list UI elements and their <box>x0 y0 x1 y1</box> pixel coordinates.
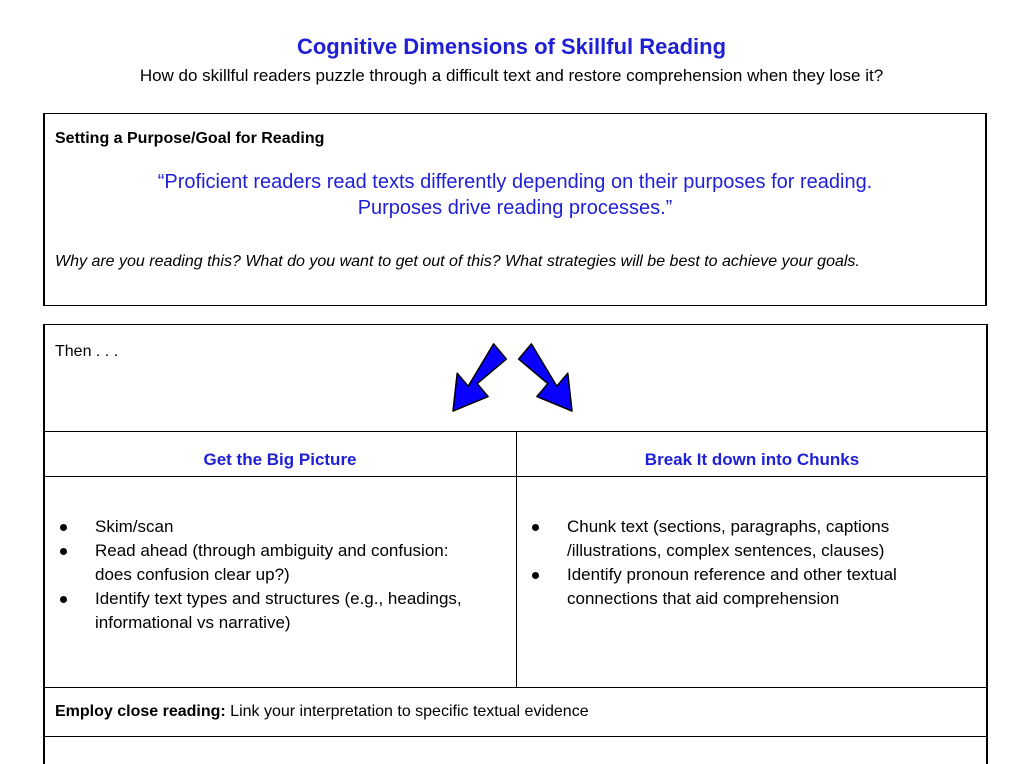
close-reading-text: Link your interpretation to specific textual evidence <box>225 703 589 720</box>
row-divider-3 <box>45 687 986 688</box>
row-divider-2 <box>45 476 986 477</box>
direction-arrows <box>450 343 575 415</box>
close-reading-label: Employ close reading: <box>55 703 226 720</box>
list-item: Chunk text (sections, paragraphs, captions /illustrations, complex sentences, clauses) <box>517 515 979 563</box>
list-item: Identify text types and structures (e.g., headings, informational vs narrative) <box>45 587 485 635</box>
document-title: Cognitive Dimensions of Skillful Reading <box>296 34 727 59</box>
purpose-questions: Why are you reading this? What do you want to get out of this? What strategies will be best to achieve your goals. <box>55 253 860 270</box>
purpose-quote-line-1: “Proficient readers read texts differently depending on their purposes for reading. <box>157 171 873 193</box>
chunks-heading: Break It down into Chunks <box>644 450 860 469</box>
big-picture-list <box>45 515 485 635</box>
list-item: Identify pronoun reference and other textual connections that aid comprehension <box>517 563 979 611</box>
row-divider-4 <box>45 736 986 737</box>
chunks-list <box>517 515 979 611</box>
arrow-down-right-icon <box>519 344 572 411</box>
purpose-section <box>43 113 987 306</box>
purpose-heading: Setting a Purpose/Goal for Reading <box>55 130 325 147</box>
purpose-quote-line-2: Purposes drive reading processes.” <box>357 197 673 219</box>
list-item: Read ahead (through ambiguity and confusion: does confusion clear up?) <box>45 539 485 587</box>
purpose-quote <box>45 169 985 221</box>
strategies-table <box>43 324 988 764</box>
big-picture-heading: Get the Big Picture <box>203 450 357 469</box>
close-reading-row <box>55 701 589 723</box>
arrow-down-left-icon <box>453 344 506 411</box>
then-label: Then . . . <box>55 343 119 360</box>
document-subtitle: How do skillful readers puzzle through a difficult text and restore comprehension when they lose it? <box>139 66 884 85</box>
list-item: Skim/scan <box>45 515 485 539</box>
